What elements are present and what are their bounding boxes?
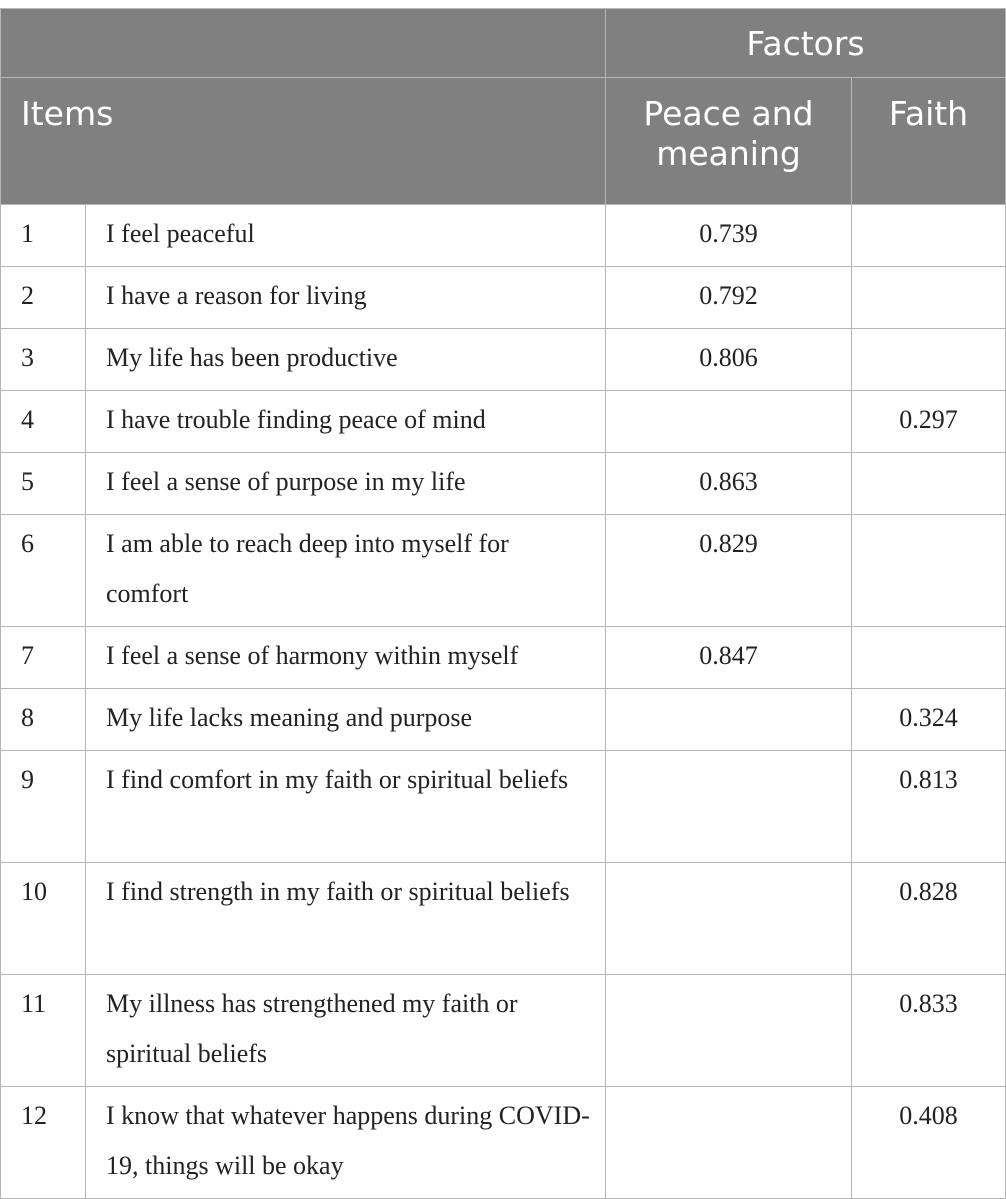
header-row-bottom (1, 78, 1006, 205)
item-text: My illness has strengthened my faith or spiritual beliefs (86, 975, 606, 1087)
table-row (1, 205, 1006, 267)
peace-loading (606, 863, 852, 975)
item-text: My life lacks meaning and purpose (86, 689, 606, 751)
peace-header-line1: Peace and (643, 94, 814, 133)
table-row (1, 1087, 1006, 1199)
header-blank-cell (1, 9, 606, 78)
faith-loading (852, 267, 1006, 329)
peace-meaning-header (606, 78, 852, 205)
peace-loading: 0.847 (606, 627, 852, 689)
faith-loading (852, 453, 1006, 515)
item-number: 1 (1, 205, 86, 267)
table-row (1, 627, 1006, 689)
factor-loadings-table (0, 8, 1006, 1199)
item-number: 9 (1, 751, 86, 863)
peace-loading (606, 689, 852, 751)
peace-loading (606, 391, 852, 453)
items-header: Items (1, 78, 606, 205)
table-row (1, 329, 1006, 391)
item-text: I am able to reach deep into myself for comfort (86, 515, 606, 627)
item-number: 4 (1, 391, 86, 453)
faith-loading (852, 515, 1006, 627)
faith-loading: 0.828 (852, 863, 1006, 975)
peace-loading: 0.829 (606, 515, 852, 627)
table-header (1, 9, 1006, 205)
header-row-top (1, 9, 1006, 78)
item-text: I find strength in my faith or spiritual beliefs (86, 863, 606, 975)
table-row (1, 975, 1006, 1087)
item-number: 3 (1, 329, 86, 391)
item-text: I feel a sense of harmony within myself (86, 627, 606, 689)
peace-loading: 0.739 (606, 205, 852, 267)
item-number: 11 (1, 975, 86, 1087)
peace-loading: 0.792 (606, 267, 852, 329)
faith-loading: 0.297 (852, 391, 1006, 453)
faith-loading (852, 627, 1006, 689)
item-text: I feel peaceful (86, 205, 606, 267)
faith-loading: 0.813 (852, 751, 1006, 863)
item-number: 8 (1, 689, 86, 751)
faith-loading: 0.833 (852, 975, 1006, 1087)
faith-loading (852, 329, 1006, 391)
table-body (1, 205, 1006, 1199)
faith-loading (852, 205, 1006, 267)
item-number: 6 (1, 515, 86, 627)
peace-header-line2: meaning (656, 134, 801, 173)
item-text: I feel a sense of purpose in my life (86, 453, 606, 515)
item-number: 12 (1, 1087, 86, 1199)
faith-loading: 0.324 (852, 689, 1006, 751)
table-row (1, 391, 1006, 453)
table-row (1, 863, 1006, 975)
table-row (1, 453, 1006, 515)
table-row (1, 751, 1006, 863)
faith-loading: 0.408 (852, 1087, 1006, 1199)
item-number: 2 (1, 267, 86, 329)
item-text: I find comfort in my faith or spiritual beliefs (86, 751, 606, 863)
table-row (1, 689, 1006, 751)
peace-loading: 0.806 (606, 329, 852, 391)
peace-loading (606, 1087, 852, 1199)
peace-loading (606, 751, 852, 863)
item-text: I have a reason for living (86, 267, 606, 329)
item-text: My life has been productive (86, 329, 606, 391)
item-number: 7 (1, 627, 86, 689)
item-number: 10 (1, 863, 86, 975)
peace-loading: 0.863 (606, 453, 852, 515)
item-number: 5 (1, 453, 86, 515)
item-text: I have trouble finding peace of mind (86, 391, 606, 453)
table-row (1, 267, 1006, 329)
item-text: I know that whatever happens during COVID-19, things will be okay (86, 1087, 606, 1199)
table-row (1, 515, 1006, 627)
factors-header: Factors (606, 9, 1006, 78)
faith-header: Faith (852, 78, 1006, 205)
peace-loading (606, 975, 852, 1087)
